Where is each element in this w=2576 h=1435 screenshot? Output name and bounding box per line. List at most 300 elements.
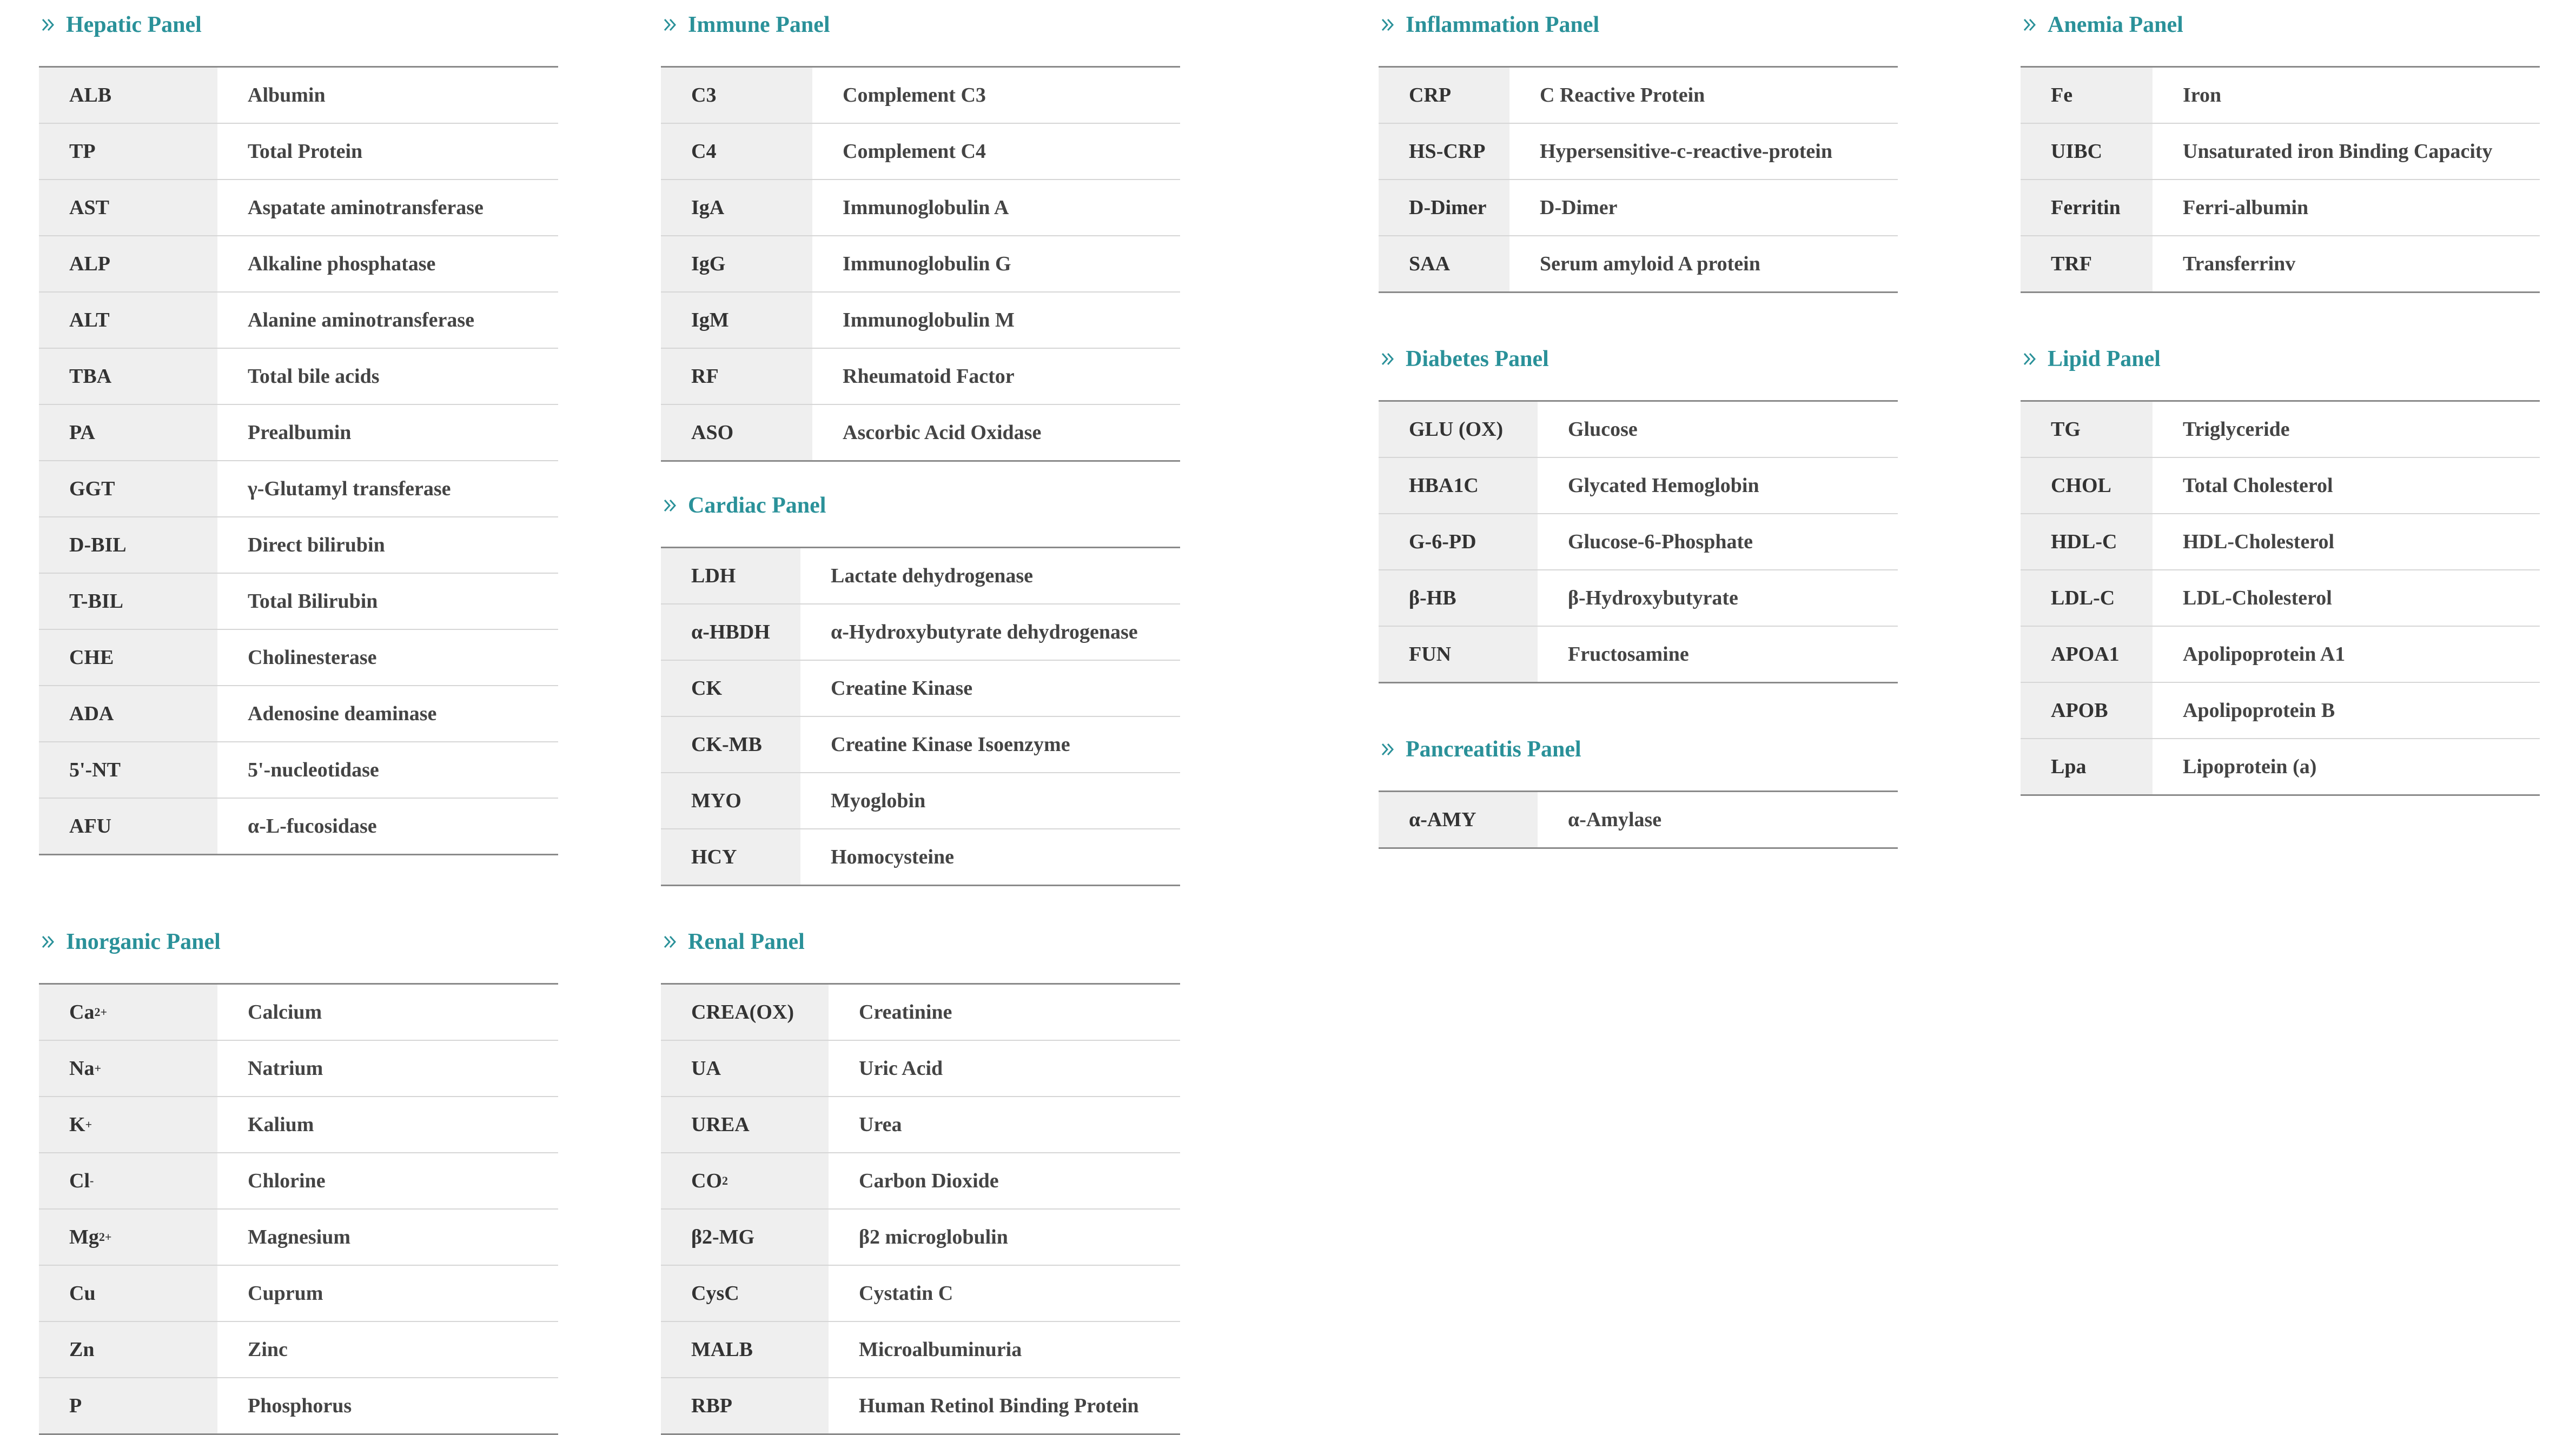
- test-name: Carbon Dioxide: [859, 1170, 999, 1192]
- panel-table: [39, 66, 558, 855]
- test-name: Myoglobin: [831, 789, 926, 812]
- table-row: [2021, 683, 2540, 739]
- panel-title: Diabetes Panel: [1406, 347, 1549, 371]
- abbreviation-text: IgG: [691, 253, 726, 275]
- abbreviation-text: RBP: [691, 1394, 732, 1417]
- test-abbreviation: [661, 405, 812, 460]
- panel-header: [2021, 345, 2540, 373]
- abbreviation-text: ALP: [69, 253, 110, 275]
- table-row: [39, 1266, 558, 1322]
- test-name: 5'-nucleotidase: [248, 759, 379, 781]
- abbreviation-text: ALB: [69, 84, 112, 107]
- double-chevron-right-icon: [40, 933, 58, 951]
- test-abbreviation: [661, 1041, 829, 1096]
- table-row: [2021, 458, 2540, 514]
- table-row: [1379, 514, 1898, 570]
- test-abbreviation: [661, 548, 800, 603]
- panel-table: [2021, 400, 2540, 796]
- abbreviation-text: C4: [691, 140, 717, 163]
- panel-title: Cardiac Panel: [688, 493, 826, 518]
- charge-superscript: -: [90, 1174, 94, 1187]
- abbreviation-text: MALB: [691, 1338, 753, 1361]
- test-name: Direct bilirubin: [248, 534, 385, 556]
- abbreviation-text: 5'-NT: [69, 759, 121, 781]
- table-row: [39, 1153, 558, 1210]
- abbreviation-text: CHOL: [2051, 474, 2111, 497]
- abbreviation-text: RF: [691, 365, 719, 388]
- test-name: Total Bilirubin: [248, 590, 378, 613]
- test-abbreviation: [2021, 514, 2153, 569]
- abbreviation-text: UIBC: [2051, 140, 2103, 163]
- abbreviation-text: K: [69, 1113, 85, 1136]
- table-row: [1379, 570, 1898, 627]
- test-name: Ascorbic Acid Oxidase: [843, 421, 1042, 444]
- abbreviation-text: HBA1C: [1409, 474, 1479, 497]
- abbreviation-text: TG: [2051, 418, 2081, 441]
- double-chevron-right-icon: [662, 496, 680, 515]
- test-abbreviation: [1379, 180, 1509, 235]
- panel-header: [661, 11, 1180, 39]
- table-row: [39, 124, 558, 180]
- double-chevron-right-icon: [40, 16, 58, 34]
- test-name: Complement C3: [843, 84, 986, 107]
- test-abbreviation: [661, 180, 812, 235]
- test-name: Kalium: [248, 1113, 314, 1136]
- test-abbreviation: [2021, 570, 2153, 626]
- table-row: [2021, 739, 2540, 794]
- abbreviation-text: T-BIL: [69, 590, 123, 613]
- inorganic-panel: [39, 928, 558, 1435]
- table-row: [39, 1322, 558, 1378]
- table-row: [39, 349, 558, 405]
- test-name: Transferrinv: [2183, 253, 2296, 275]
- abbreviation-text: LDH: [691, 564, 736, 587]
- test-abbreviation: [39, 517, 217, 573]
- table-row: [39, 236, 558, 293]
- abbreviation-text: AFU: [69, 815, 112, 838]
- table-row: [1379, 124, 1898, 180]
- abbreviation-text: TRF: [2051, 253, 2092, 275]
- test-abbreviation: [39, 1210, 217, 1265]
- test-name: Glucose-6-Phosphate: [1568, 530, 1753, 553]
- test-name: Creatine Kinase Isoenzyme: [831, 733, 1070, 756]
- test-abbreviation: [661, 68, 812, 123]
- test-name: β-Hydroxybutyrate: [1568, 587, 1738, 609]
- panel-header: [1379, 345, 1898, 373]
- test-abbreviation: [39, 461, 217, 516]
- hepatic-panel: [39, 11, 558, 855]
- panel-table: [1379, 400, 1898, 683]
- table-row: [2021, 124, 2540, 180]
- table-row: [2021, 402, 2540, 458]
- abbreviation-text: HDL-C: [2051, 530, 2117, 553]
- panel-title: Immune Panel: [688, 12, 830, 37]
- abbreviation-text: G-6-PD: [1409, 530, 1476, 553]
- table-row: [661, 124, 1180, 180]
- table-row: [39, 180, 558, 236]
- panel-table: [661, 66, 1180, 462]
- panel-title: Pancreatitis Panel: [1406, 737, 1581, 762]
- test-abbreviation: [39, 574, 217, 629]
- test-abbreviation: [661, 1153, 829, 1208]
- abbreviation-text: UA: [691, 1057, 721, 1080]
- abbreviation-text: AST: [69, 196, 109, 219]
- test-name: Cuprum: [248, 1282, 323, 1305]
- test-name: Immunoglobulin M: [843, 309, 1015, 331]
- table-row: [2021, 180, 2540, 236]
- table-row: [661, 773, 1180, 829]
- test-abbreviation: [39, 1378, 217, 1433]
- test-name: Calcium: [248, 1001, 322, 1024]
- test-name: α-Amylase: [1568, 808, 1662, 831]
- table-row: [39, 1378, 558, 1433]
- test-name: Glycated Hemoglobin: [1568, 474, 1759, 497]
- table-row: [39, 630, 558, 686]
- panel-title: Inorganic Panel: [66, 929, 221, 954]
- table-row: [661, 180, 1180, 236]
- panel-table: [661, 983, 1180, 1435]
- panel-table: [1379, 66, 1898, 293]
- test-abbreviation: [661, 661, 800, 716]
- test-name: Creatinine: [859, 1001, 952, 1024]
- table-row: [661, 604, 1180, 661]
- table-row: [1379, 236, 1898, 291]
- test-name: Natrium: [248, 1057, 323, 1080]
- charge-superscript: +: [94, 1061, 101, 1075]
- abbreviation-text: SAA: [1409, 253, 1451, 275]
- test-name: Homocysteine: [831, 846, 954, 868]
- table-row: [39, 293, 558, 349]
- test-name: α-L-fucosidase: [248, 815, 377, 838]
- panel-header: [39, 928, 558, 956]
- test-abbreviation: [39, 1322, 217, 1377]
- test-abbreviation: [39, 236, 217, 291]
- test-name: Cholinesterase: [248, 646, 377, 669]
- table-row: [661, 1266, 1180, 1322]
- test-abbreviation: [39, 1153, 217, 1208]
- renal-panel: [661, 928, 1180, 1435]
- test-abbreviation: [661, 293, 812, 348]
- abbreviation-text: α-AMY: [1409, 808, 1476, 831]
- abbreviation-text: GGT: [69, 477, 115, 500]
- table-row: [39, 686, 558, 742]
- table-row: [39, 517, 558, 574]
- double-chevron-right-icon: [1380, 740, 1398, 759]
- table-row: [1379, 68, 1898, 124]
- test-abbreviation: [1379, 627, 1538, 682]
- test-abbreviation: [39, 124, 217, 179]
- test-abbreviation: [1379, 402, 1538, 457]
- test-name: Triglyceride: [2183, 418, 2290, 441]
- panel-title: Hepatic Panel: [66, 12, 202, 37]
- cardiac-panel: [661, 491, 1180, 886]
- abbreviation-text: Ca: [69, 1001, 95, 1024]
- abbreviation-text: IgA: [691, 196, 725, 219]
- table-row: [39, 461, 558, 517]
- abbreviation-text: Cu: [69, 1282, 96, 1305]
- abbreviation-text: CRP: [1409, 84, 1452, 107]
- table-row: [1379, 627, 1898, 682]
- test-name: Complement C4: [843, 140, 986, 163]
- abbreviation-text: β2-MG: [691, 1226, 755, 1248]
- test-abbreviation: [2021, 627, 2153, 682]
- test-name: Iron: [2183, 84, 2222, 107]
- abbreviation-text: α-HBDH: [691, 621, 770, 643]
- test-name: Cystatin C: [859, 1282, 953, 1305]
- abbreviation-text: Cl: [69, 1170, 90, 1192]
- test-name: Aspatate aminotransferase: [248, 196, 484, 219]
- test-abbreviation: [1379, 792, 1538, 847]
- test-abbreviation: [39, 68, 217, 123]
- test-abbreviation: [661, 829, 800, 885]
- table-row: [39, 405, 558, 461]
- table-row: [661, 349, 1180, 405]
- test-abbreviation: [2021, 236, 2153, 291]
- test-abbreviation: [661, 773, 800, 828]
- panel-table: [661, 547, 1180, 886]
- abbreviation-text: Na: [69, 1057, 95, 1080]
- table-row: [39, 985, 558, 1041]
- charge-superscript: +: [85, 1118, 92, 1131]
- test-name: Magnesium: [248, 1226, 350, 1248]
- table-row: [661, 1041, 1180, 1097]
- panel-title: Anemia Panel: [2048, 12, 2183, 37]
- panel-title: Lipid Panel: [2048, 347, 2161, 371]
- table-row: [39, 1210, 558, 1266]
- test-abbreviation: [661, 1210, 829, 1265]
- abbreviation-text: TP: [69, 140, 96, 163]
- test-abbreviation: [39, 799, 217, 854]
- panel-header: [661, 928, 1180, 956]
- test-abbreviation: [39, 742, 217, 798]
- abbreviation-text: CHE: [69, 646, 114, 669]
- charge-superscript: 2+: [98, 1230, 112, 1244]
- test-abbreviation: [39, 985, 217, 1040]
- test-name: C Reactive Protein: [1540, 84, 1705, 107]
- table-row: [39, 1041, 558, 1097]
- abbreviation-text: TBA: [69, 365, 112, 388]
- test-abbreviation: [39, 686, 217, 741]
- double-chevron-right-icon: [2022, 350, 2040, 368]
- table-row: [661, 68, 1180, 124]
- lipid-panel: [2021, 345, 2540, 796]
- abbreviation-text: ADA: [69, 702, 114, 725]
- pancreatitis-panel: [1379, 735, 1898, 849]
- table-row: [39, 742, 558, 799]
- test-name: HDL-Cholesterol: [2183, 530, 2335, 553]
- test-abbreviation: [661, 1097, 829, 1152]
- table-row: [2021, 627, 2540, 683]
- double-chevron-right-icon: [662, 933, 680, 951]
- test-abbreviation: [39, 293, 217, 348]
- test-abbreviation: [2021, 124, 2153, 179]
- test-abbreviation: [2021, 180, 2153, 235]
- test-name: Hypersensitive-c-reactive-protein: [1540, 140, 1832, 163]
- table-row: [661, 1378, 1180, 1433]
- table-row: [661, 1210, 1180, 1266]
- test-abbreviation: [1379, 514, 1538, 569]
- table-row: [1379, 458, 1898, 514]
- test-name: Total bile acids: [248, 365, 380, 388]
- test-name: Ferri-albumin: [2183, 196, 2309, 219]
- table-row: [661, 1153, 1180, 1210]
- inflammation-panel: [1379, 11, 1898, 293]
- test-abbreviation: [661, 349, 812, 404]
- test-name: Apolipoprotein A1: [2183, 643, 2346, 666]
- test-name: Chlorine: [248, 1170, 326, 1192]
- test-name: Immunoglobulin A: [843, 196, 1009, 219]
- abbreviation-text: APOB: [2051, 699, 2108, 722]
- panel-header: [1379, 11, 1898, 39]
- table-row: [661, 293, 1180, 349]
- abbreviation-text: D-Dimer: [1409, 196, 1487, 219]
- table-row: [39, 1097, 558, 1153]
- table-row: [2021, 514, 2540, 570]
- test-name: LDL-Cholesterol: [2183, 587, 2332, 609]
- test-abbreviation: [2021, 68, 2153, 123]
- table-row: [1379, 792, 1898, 847]
- panel-table: [39, 983, 558, 1435]
- test-abbreviation: [39, 1097, 217, 1152]
- abbreviation-text: CO: [691, 1170, 722, 1192]
- double-chevron-right-icon: [1380, 16, 1398, 34]
- table-row: [661, 985, 1180, 1041]
- test-abbreviation: [39, 1041, 217, 1096]
- test-name: Alanine aminotransferase: [248, 309, 475, 331]
- panel-header: [1379, 735, 1898, 763]
- panel-table: [2021, 66, 2540, 293]
- test-abbreviation: [661, 604, 800, 660]
- abbreviation-text: FUN: [1409, 643, 1452, 666]
- diabetes-panel: [1379, 345, 1898, 683]
- test-name: Alkaline phosphatase: [248, 253, 436, 275]
- test-name: α-Hydroxybutyrate dehydrogenase: [831, 621, 1138, 643]
- test-name: Urea: [859, 1113, 902, 1136]
- test-abbreviation: [2021, 402, 2153, 457]
- table-row: [39, 68, 558, 124]
- abbreviation-text: CK: [691, 677, 722, 700]
- test-abbreviation: [661, 1378, 829, 1433]
- abbreviation-text: GLU (OX): [1409, 418, 1504, 441]
- table-row: [661, 661, 1180, 717]
- panel-header: [2021, 11, 2540, 39]
- anemia-panel: [2021, 11, 2540, 293]
- test-abbreviation: [1379, 236, 1509, 291]
- test-abbreviation: [661, 717, 800, 772]
- panel-header: [39, 11, 558, 39]
- test-name: Serum amyloid A protein: [1540, 253, 1760, 275]
- test-name: Phosphorus: [248, 1394, 352, 1417]
- test-abbreviation: [2021, 683, 2153, 738]
- table-row: [661, 829, 1180, 885]
- abbreviation-text: IgM: [691, 309, 729, 331]
- abbreviation-text: MYO: [691, 789, 741, 812]
- test-abbreviation: [1379, 124, 1509, 179]
- abbreviation-text: PA: [69, 421, 95, 444]
- test-name: Albumin: [248, 84, 326, 107]
- test-name: Microalbuminuria: [859, 1338, 1022, 1361]
- test-name: Apolipoprotein B: [2183, 699, 2335, 722]
- test-abbreviation: [661, 236, 812, 291]
- abbreviation-text: LDL-C: [2051, 587, 2115, 609]
- test-name: Adenosine deaminase: [248, 702, 437, 725]
- test-abbreviation: [2021, 458, 2153, 513]
- test-abbreviation: [1379, 570, 1538, 626]
- test-name: β2 microglobulin: [859, 1226, 1008, 1248]
- table-row: [1379, 402, 1898, 458]
- test-name: Total Protein: [248, 140, 363, 163]
- panel-title: Renal Panel: [688, 929, 805, 954]
- test-name: Immunoglobulin G: [843, 253, 1011, 275]
- abbreviation-text: D-BIL: [69, 534, 127, 556]
- test-abbreviation: [39, 405, 217, 460]
- abbreviation-text: Ferritin: [2051, 196, 2121, 219]
- test-name: Lactate dehydrogenase: [831, 564, 1033, 587]
- test-name: Unsaturated iron Binding Capacity: [2183, 140, 2493, 163]
- charge-superscript: 2+: [94, 1005, 107, 1019]
- abbreviation-text: Zn: [69, 1338, 95, 1361]
- test-abbreviation: [1379, 458, 1538, 513]
- table-row: [1379, 180, 1898, 236]
- test-name: D-Dimer: [1540, 196, 1618, 219]
- test-abbreviation: [661, 985, 829, 1040]
- abbreviation-text: β-HB: [1409, 587, 1456, 609]
- formula-subscript: 2: [722, 1174, 728, 1187]
- panel-title: Inflammation Panel: [1406, 12, 1600, 37]
- abbreviation-text: Lpa: [2051, 755, 2087, 778]
- abbreviation-text: CK-MB: [691, 733, 762, 756]
- panel-header: [661, 491, 1180, 520]
- abbreviation-text: Mg: [69, 1226, 99, 1248]
- abbreviation-text: APOA1: [2051, 643, 2120, 666]
- table-row: [661, 1097, 1180, 1153]
- double-chevron-right-icon: [1380, 350, 1398, 368]
- test-name: Total Cholesterol: [2183, 474, 2333, 497]
- abbreviation-text: HCY: [691, 846, 737, 868]
- table-row: [661, 236, 1180, 293]
- double-chevron-right-icon: [662, 16, 680, 34]
- table-row: [39, 799, 558, 854]
- abbreviation-text: ALT: [69, 309, 110, 331]
- test-abbreviation: [39, 349, 217, 404]
- abbreviation-text: HS-CRP: [1409, 140, 1486, 163]
- test-name: Rheumatoid Factor: [843, 365, 1015, 388]
- test-name: Lipoprotein (a): [2183, 755, 2317, 778]
- table-row: [661, 717, 1180, 773]
- abbreviation-text: P: [69, 1394, 82, 1417]
- table-row: [661, 405, 1180, 460]
- table-row: [2021, 236, 2540, 291]
- test-name: Human Retinol Binding Protein: [859, 1394, 1139, 1417]
- table-row: [661, 1322, 1180, 1378]
- double-chevron-right-icon: [2022, 16, 2040, 34]
- abbreviation-text: UREA: [691, 1113, 750, 1136]
- test-name: γ-Glutamyl transferase: [248, 477, 451, 500]
- test-abbreviation: [661, 1266, 829, 1321]
- abbreviation-text: CREA(OX): [691, 1001, 794, 1024]
- table-row: [39, 574, 558, 630]
- test-name: Fructosamine: [1568, 643, 1689, 666]
- abbreviation-text: CysC: [691, 1282, 739, 1305]
- test-abbreviation: [39, 180, 217, 235]
- test-name: Glucose: [1568, 418, 1638, 441]
- table-row: [2021, 68, 2540, 124]
- test-abbreviation: [1379, 68, 1509, 123]
- test-name: Creatine Kinase: [831, 677, 973, 700]
- abbreviation-text: ASO: [691, 421, 734, 444]
- panel-table: [1379, 790, 1898, 849]
- test-abbreviation: [661, 1322, 829, 1377]
